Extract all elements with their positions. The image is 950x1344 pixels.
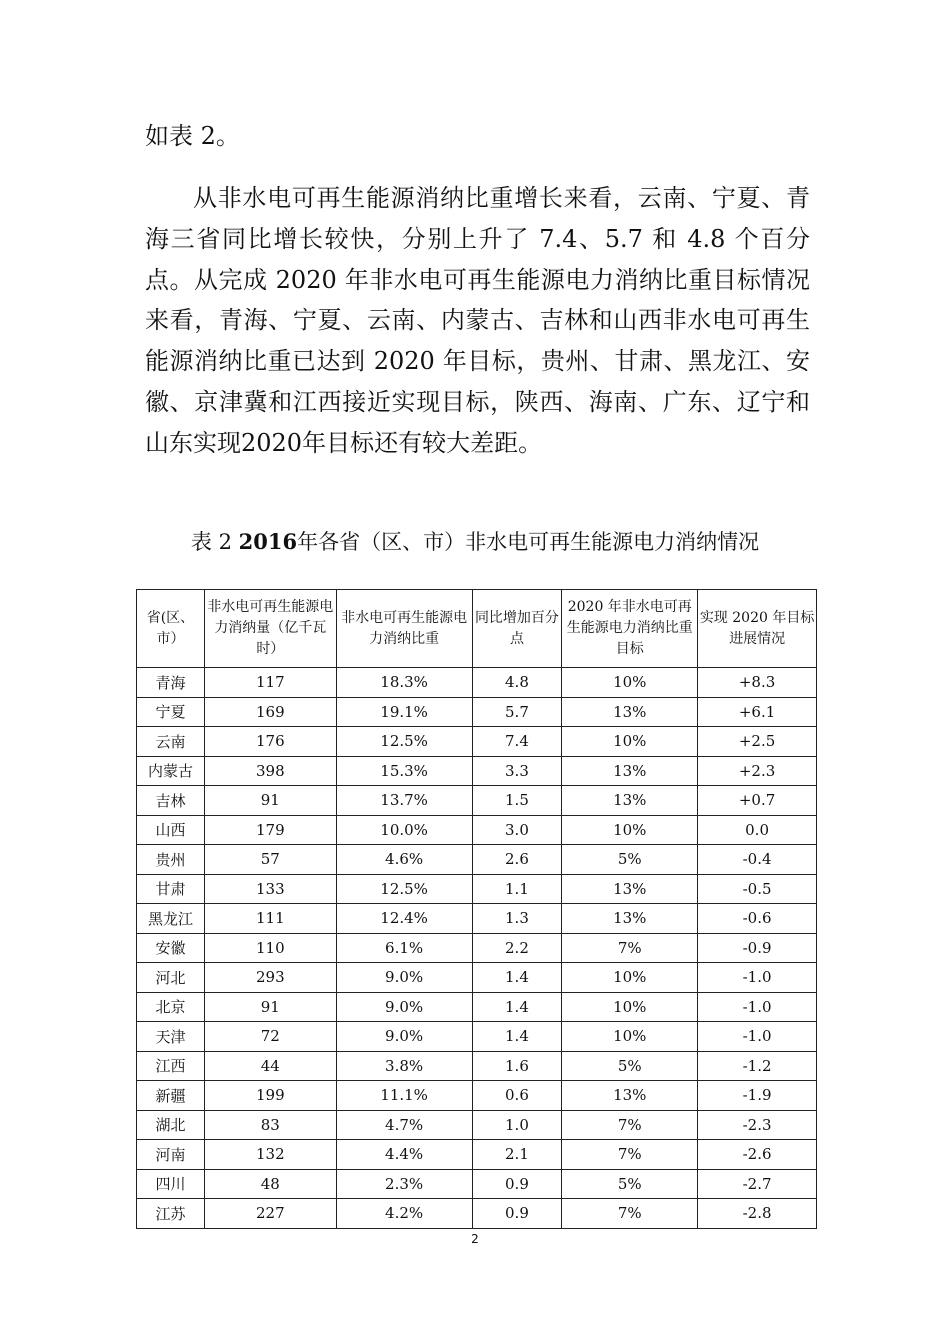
table-caption (0, 526, 950, 556)
cell-target: 10% (562, 727, 698, 757)
caption-title: 年各省（区、市）非水电可再生能源电力消纳情况 (297, 530, 760, 554)
cell-target: 7% (562, 1110, 698, 1140)
cell-target: 10% (562, 668, 698, 698)
cell-consumption: 227 (204, 1199, 336, 1229)
cell-share: 12.5% (336, 727, 472, 757)
cell-progress: +2.3 (698, 756, 817, 786)
cell-yoy: 7.4 (472, 727, 562, 757)
cell-progress: +8.3 (698, 668, 817, 698)
cell-share: 4.2% (336, 1199, 472, 1229)
cell-progress: -1.0 (698, 1022, 817, 1052)
cell-province: 江苏 (137, 1199, 205, 1229)
cell-share: 9.0% (336, 992, 472, 1022)
cell-share: 2.3% (336, 1169, 472, 1199)
cell-share: 6.1% (336, 933, 472, 963)
cell-consumption: 117 (204, 668, 336, 698)
cell-yoy: 3.0 (472, 815, 562, 845)
cell-yoy: 0.9 (472, 1169, 562, 1199)
cell-share: 3.8% (336, 1051, 472, 1081)
cell-target: 13% (562, 1081, 698, 1111)
cell-progress: -0.4 (698, 845, 817, 875)
cell-province: 河北 (137, 963, 205, 993)
cell-province: 北京 (137, 992, 205, 1022)
cell-consumption: 110 (204, 933, 336, 963)
cell-yoy: 3.3 (472, 756, 562, 786)
cell-progress: +0.7 (698, 786, 817, 816)
cell-yoy: 1.4 (472, 963, 562, 993)
table-row (137, 1140, 817, 1170)
cell-province: 新疆 (137, 1081, 205, 1111)
cell-progress: -1.2 (698, 1051, 817, 1081)
table-row (137, 697, 817, 727)
paragraph-intro: 如表 2。 (145, 122, 240, 150)
cell-target: 10% (562, 963, 698, 993)
cell-share: 12.4% (336, 904, 472, 934)
cell-progress: -1.0 (698, 963, 817, 993)
cell-province: 天津 (137, 1022, 205, 1052)
cell-consumption: 91 (204, 992, 336, 1022)
cell-yoy: 1.1 (472, 874, 562, 904)
header-target: 2020 年非水电可再生能源电力消纳比重目标 (562, 590, 698, 668)
cell-target: 5% (562, 1051, 698, 1081)
table-row (137, 815, 817, 845)
cell-target: 10% (562, 1022, 698, 1052)
table-row (137, 727, 817, 757)
cell-province: 江西 (137, 1051, 205, 1081)
table-row (137, 1081, 817, 1111)
cell-yoy: 5.7 (472, 697, 562, 727)
cell-progress: -1.0 (698, 992, 817, 1022)
cell-consumption: 48 (204, 1169, 336, 1199)
cell-province: 吉林 (137, 786, 205, 816)
cell-yoy: 4.8 (472, 668, 562, 698)
cell-consumption: 176 (204, 727, 336, 757)
consumption-table (136, 589, 817, 1229)
table-row (137, 933, 817, 963)
cell-share: 15.3% (336, 756, 472, 786)
table-header-row (137, 590, 817, 668)
cell-share: 10.0% (336, 815, 472, 845)
cell-province: 安徽 (137, 933, 205, 963)
table-row (137, 1110, 817, 1140)
cell-yoy: 2.2 (472, 933, 562, 963)
cell-yoy: 1.5 (472, 786, 562, 816)
table-row (137, 1022, 817, 1052)
cell-consumption: 57 (204, 845, 336, 875)
cell-yoy: 0.9 (472, 1199, 562, 1229)
cell-target: 7% (562, 1140, 698, 1170)
cell-progress: 0.0 (698, 815, 817, 845)
cell-consumption: 72 (204, 1022, 336, 1052)
cell-province: 湖北 (137, 1110, 205, 1140)
cell-consumption: 133 (204, 874, 336, 904)
cell-progress: -1.9 (698, 1081, 817, 1111)
cell-target: 13% (562, 786, 698, 816)
cell-yoy: 1.4 (472, 992, 562, 1022)
cell-yoy: 0.6 (472, 1081, 562, 1111)
cell-progress: +2.5 (698, 727, 817, 757)
cell-consumption: 132 (204, 1140, 336, 1170)
cell-target: 10% (562, 815, 698, 845)
cell-share: 4.6% (336, 845, 472, 875)
cell-share: 4.7% (336, 1110, 472, 1140)
cell-target: 7% (562, 933, 698, 963)
cell-consumption: 199 (204, 1081, 336, 1111)
cell-target: 10% (562, 992, 698, 1022)
cell-progress: +6.1 (698, 697, 817, 727)
cell-target: 13% (562, 904, 698, 934)
cell-target: 7% (562, 1199, 698, 1229)
cell-yoy: 1.4 (472, 1022, 562, 1052)
cell-share: 11.1% (336, 1081, 472, 1111)
table-row (137, 668, 817, 698)
cell-target: 13% (562, 756, 698, 786)
cell-share: 4.4% (336, 1140, 472, 1170)
cell-consumption: 91 (204, 786, 336, 816)
cell-progress: -2.6 (698, 1140, 817, 1170)
cell-target: 13% (562, 697, 698, 727)
header-consumption: 非水电可再生能源电力消纳量（亿千瓦时） (204, 590, 336, 668)
cell-yoy: 2.1 (472, 1140, 562, 1170)
table-row (137, 963, 817, 993)
cell-province: 山西 (137, 815, 205, 845)
table-row (137, 1199, 817, 1229)
cell-target: 5% (562, 845, 698, 875)
cell-share: 13.7% (336, 786, 472, 816)
header-province: 省(区、市） (137, 590, 205, 668)
cell-consumption: 44 (204, 1051, 336, 1081)
cell-yoy: 2.6 (472, 845, 562, 875)
cell-progress: -2.3 (698, 1110, 817, 1140)
cell-consumption: 111 (204, 904, 336, 934)
cell-progress: -2.7 (698, 1169, 817, 1199)
cell-province: 青海 (137, 668, 205, 698)
cell-province: 宁夏 (137, 697, 205, 727)
cell-province: 甘肃 (137, 874, 205, 904)
cell-province: 四川 (137, 1169, 205, 1199)
cell-share: 18.3% (336, 668, 472, 698)
header-yoy: 同比增加百分点 (472, 590, 562, 668)
page-number: 2 (471, 1232, 479, 1246)
cell-progress: -0.9 (698, 933, 817, 963)
cell-progress: -2.8 (698, 1199, 817, 1229)
caption-year: 2016 (238, 529, 298, 554)
table-row (137, 756, 817, 786)
cell-consumption: 83 (204, 1110, 336, 1140)
table-row (137, 874, 817, 904)
cell-yoy: 1.3 (472, 904, 562, 934)
cell-share: 9.0% (336, 1022, 472, 1052)
cell-province: 内蒙古 (137, 756, 205, 786)
table-row (137, 904, 817, 934)
table-row (137, 1169, 817, 1199)
cell-consumption: 398 (204, 756, 336, 786)
cell-province: 贵州 (137, 845, 205, 875)
header-progress: 实现 2020 年目标进展情况 (698, 590, 817, 668)
cell-province: 黑龙江 (137, 904, 205, 934)
cell-province: 河南 (137, 1140, 205, 1170)
cell-target: 5% (562, 1169, 698, 1199)
cell-yoy: 1.0 (472, 1110, 562, 1140)
table-row (137, 845, 817, 875)
cell-share: 12.5% (336, 874, 472, 904)
cell-province: 云南 (137, 727, 205, 757)
cell-target: 13% (562, 874, 698, 904)
paragraph-analysis: 从非水电可再生能源消纳比重增长来看，云南、宁夏、青海三省同比增长较快，分别上升了 7.4、5.7 和 4.8 个百分点。从完成 2020 年非水电可再生能源电力消纳比重目标情况来看，青海、宁夏、云南、内蒙古、吉林和山西非水电可再生能源消纳比重已达到 2020 年目标，贵州、甘肃、黑龙江、安徽、京津冀和江西接近实现目标，陕西、海南、广东、辽宁和山东实现2020年目标还有较大差距。 (145, 184, 810, 457)
cell-consumption: 293 (204, 963, 336, 993)
cell-consumption: 179 (204, 815, 336, 845)
cell-progress: -0.5 (698, 874, 817, 904)
table-row (137, 992, 817, 1022)
cell-progress: -0.6 (698, 904, 817, 934)
cell-share: 9.0% (336, 963, 472, 993)
table-row (137, 1051, 817, 1081)
header-share: 非水电可再生能源电力消纳比重 (336, 590, 472, 668)
cell-share: 19.1% (336, 697, 472, 727)
cell-consumption: 169 (204, 697, 336, 727)
cell-yoy: 1.6 (472, 1051, 562, 1081)
table-body (137, 668, 817, 1229)
caption-label: 表 2 (190, 530, 232, 554)
table-row (137, 786, 817, 816)
